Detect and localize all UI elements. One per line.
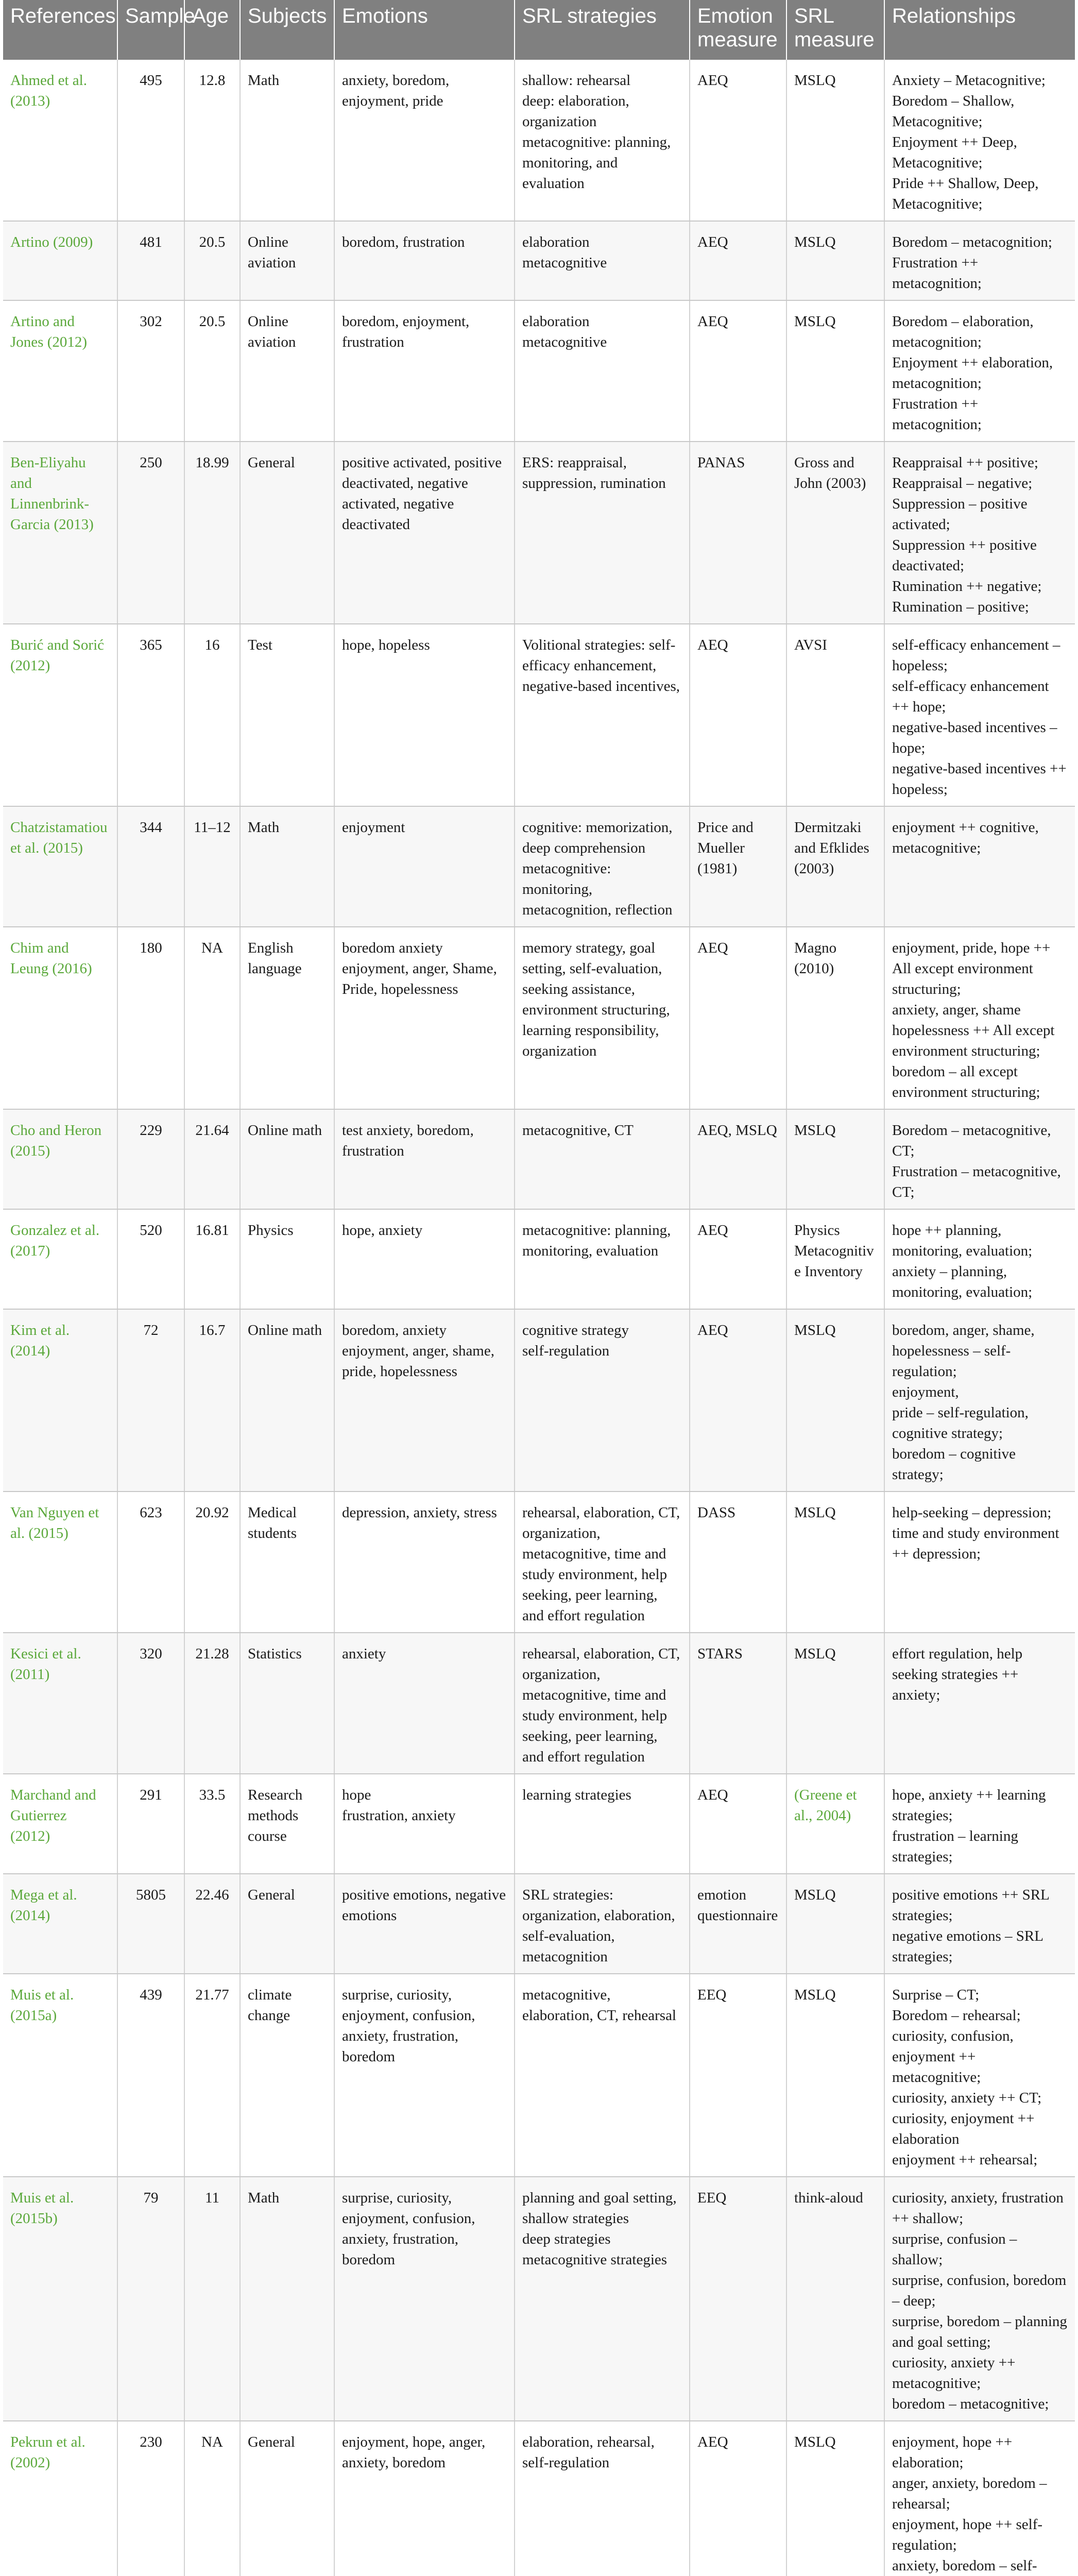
subjects-cell: Online aviation <box>240 221 334 300</box>
sample-cell: 291 <box>117 1774 184 1874</box>
relationship-item: Boredom – metacognitive, CT; <box>892 1122 1051 1159</box>
subjects-cell: climate change <box>240 1974 334 2177</box>
relationship-item: curiosity, enjoyment ++ elaboration <box>892 2110 1035 2147</box>
age-cell: 16.81 <box>184 1209 240 1309</box>
emotions-cell: positive emotions, negative emotions <box>334 1874 515 1974</box>
emotion-measure-cell: EEQ <box>690 2177 786 2421</box>
subjects-cell: Statistics <box>240 1633 334 1774</box>
relationship-item: curiosity, anxiety, frustration ++ shallow; <box>892 2190 1064 2227</box>
relationship-item: Suppression ++ positive deactivated; <box>892 537 1037 574</box>
sample-cell: 320 <box>117 1633 184 1774</box>
age-cell: 20.5 <box>184 300 240 442</box>
age-cell: 33.5 <box>184 1774 240 1874</box>
srl-strategies-cell: elaboration metacognitive <box>515 221 690 300</box>
age-cell: NA <box>184 2421 240 2576</box>
header-srl-strategies: SRL strategies <box>515 0 690 60</box>
header-emotions: Emotions <box>334 0 515 60</box>
emotion-measure-cell: AEQ <box>690 2421 786 2576</box>
srl-strategies-cell: shallow: rehearsal deep: elaboration, organization metacognitive: planning, monitoring, and evaluation <box>515 60 690 221</box>
subjects-cell: Math <box>240 60 334 221</box>
relationship-item: effort regulation, help seeking strategies ++ anxiety; <box>892 1646 1023 1703</box>
table-row <box>3 1633 1075 1774</box>
sample-cell: 230 <box>117 2421 184 2576</box>
subjects-cell: Online aviation <box>240 300 334 442</box>
emotion-measure-cell: DASS <box>690 1492 786 1633</box>
relationship-item: hope ++ planning, monitoring, evaluation; <box>892 1222 1033 1259</box>
table-row <box>3 1309 1075 1492</box>
table-row <box>3 927 1075 1109</box>
emotion-measure-cell: AEQ <box>690 1309 786 1492</box>
emotion-measure-cell: AEQ <box>690 624 786 806</box>
emotions-cell: positive activated, positive deactivated, negative activated, negative deactivated <box>334 442 515 624</box>
table-row <box>3 624 1075 806</box>
relationships-cell <box>884 1209 1075 1309</box>
relationships-cell <box>884 300 1075 442</box>
sample-cell: 439 <box>117 1974 184 2177</box>
relationships-cell <box>884 2421 1075 2576</box>
relationships-cell <box>884 1774 1075 1874</box>
emotions-cell: enjoyment <box>334 806 515 927</box>
relationship-item: self-efficacy enhancement – hopeless; <box>892 637 1060 674</box>
srl-strategies-cell: Volitional strategies: self-efficacy enhancement, negative-based incentives, <box>515 624 690 806</box>
table-row <box>3 1492 1075 1633</box>
relationship-item: hope, anxiety ++ learning strategies; <box>892 1787 1046 1824</box>
srl-measure-cell: Magno (2010) <box>786 927 884 1109</box>
emotions-cell: boredom, enjoyment, frustration <box>334 300 515 442</box>
age-cell: 20.5 <box>184 221 240 300</box>
emotions-cell: hope, anxiety <box>334 1209 515 1309</box>
age-cell: 21.77 <box>184 1974 240 2177</box>
srl-strategies-cell: rehearsal, elaboration, CT, organization, metacognitive, time and study environment, help seeking, peer learning, and effort regulation <box>515 1633 690 1774</box>
relationship-item: boredom – cognitive strategy; <box>892 1446 1016 1483</box>
srl-strategies-cell: ERS: reappraisal, suppression, rumination <box>515 442 690 624</box>
relationship-item: enjoyment ++ rehearsal; <box>892 2151 1038 2168</box>
table-row <box>3 1209 1075 1309</box>
sample-cell: 623 <box>117 1492 184 1633</box>
relationship-item: negative-based incentives ++ hopeless; <box>892 760 1067 798</box>
studies-table <box>3 0 1075 2576</box>
relationships-cell <box>884 624 1075 806</box>
emotions-cell: boredom, anxiety enjoyment, anger, shame, pride, hopelessness <box>334 1309 515 1492</box>
relationships-cell <box>884 221 1075 300</box>
emotions-cell: hope, hopeless <box>334 624 515 806</box>
table-row <box>3 1974 1075 2177</box>
emotion-measure-cell: AEQ <box>690 927 786 1109</box>
age-cell: 22.46 <box>184 1874 240 1974</box>
srl-strategies-cell: planning and goal setting, shallow strategies deep strategies metacognitive strategies <box>515 2177 690 2421</box>
reference-cell[interactable]: Muis et al. (2015b) <box>3 2177 117 2421</box>
srl-strategies-cell: cognitive strategy self-regulation <box>515 1309 690 1492</box>
relationships-cell <box>884 2177 1075 2421</box>
emotion-measure-cell: AEQ <box>690 300 786 442</box>
header-relationships: Relationships <box>884 0 1075 60</box>
relationship-item: surprise, boredom – planning and goal setting; <box>892 2313 1067 2350</box>
table-row <box>3 60 1075 221</box>
table-row <box>3 806 1075 927</box>
reference-cell[interactable]: Marchand and Gutierrez (2012) <box>3 1774 117 1874</box>
relationships-cell <box>884 927 1075 1109</box>
srl-measure-cell: think-aloud <box>786 2177 884 2421</box>
srl-strategies-cell: elaboration metacognitive <box>515 300 690 442</box>
srl-measure-cell: MSLQ <box>786 300 884 442</box>
relationship-item: self-efficacy enhancement ++ hope; <box>892 678 1049 715</box>
srl-strategies-cell: metacognitive, CT <box>515 1109 690 1209</box>
relationships-cell <box>884 1309 1075 1492</box>
srl-strategies-cell: metacognitive: planning, monitoring, evaluation <box>515 1209 690 1309</box>
relationship-item: Pride ++ Shallow, Deep, Metacognitive; <box>892 175 1039 212</box>
emotion-measure-cell: PANAS <box>690 442 786 624</box>
age-cell: 16.7 <box>184 1309 240 1492</box>
relationship-item: Suppression – positive activated; <box>892 496 1028 533</box>
relationship-item: negative emotions – SRL strategies; <box>892 1928 1043 1965</box>
age-cell: 21.28 <box>184 1633 240 1774</box>
relationship-item: Boredom – metacognition; <box>892 234 1052 250</box>
sample-cell: 520 <box>117 1209 184 1309</box>
emotion-measure-cell: EEQ <box>690 1974 786 2177</box>
reference-cell[interactable]: Muis et al. (2015a) <box>3 1974 117 2177</box>
reference-cell[interactable]: Gonzalez et al. (2017) <box>3 1209 117 1309</box>
relationship-item: Frustration ++ metacognition; <box>892 255 982 292</box>
relationship-item: Boredom – rehearsal; <box>892 2007 1021 2024</box>
relationship-item: anxiety – planning, monitoring, evaluation; <box>892 1263 1033 1300</box>
reference-cell[interactable]: Artino and Jones (2012) <box>3 300 117 442</box>
emotion-measure-cell: AEQ, MSLQ <box>690 1109 786 1209</box>
relationship-item: boredom – all except environment structuring; <box>892 1063 1040 1100</box>
emotion-measure-cell: AEQ <box>690 1209 786 1309</box>
subjects-cell: General <box>240 442 334 624</box>
sample-cell: 5805 <box>117 1874 184 1974</box>
age-cell: 11–12 <box>184 806 240 927</box>
srl-strategies-cell: SRL strategies: organization, elaboration, self-evaluation, metacognition <box>515 1874 690 1974</box>
srl-strategies-cell: elaboration, rehearsal, self-regulation <box>515 2421 690 2576</box>
srl-measure-cell: MSLQ <box>786 1633 884 1774</box>
subjects-cell: Math <box>240 806 334 927</box>
header-srl-measure: SRL measure <box>786 0 884 60</box>
table-row <box>3 300 1075 442</box>
emotion-measure-cell: AEQ <box>690 221 786 300</box>
subjects-cell: Test <box>240 624 334 806</box>
relationships-cell <box>884 1492 1075 1633</box>
table-row <box>3 2421 1075 2576</box>
relationship-item: help-seeking – depression; <box>892 1504 1052 1521</box>
emotions-cell: enjoyment, hope, anger, anxiety, boredom <box>334 2421 515 2576</box>
sample-cell: 180 <box>117 927 184 1109</box>
header-subjects: Subjects <box>240 0 334 60</box>
emotions-cell: anxiety <box>334 1633 515 1774</box>
srl-strategies-cell: cognitive: memorization, deep comprehension metacognitive: monitoring, metacognition, reflection <box>515 806 690 927</box>
srl-strategies-cell: rehearsal, elaboration, CT, organization, metacognitive, time and study environment, help seeking, peer learning, and effort regulation <box>515 1492 690 1633</box>
subjects-cell: General <box>240 1874 334 1974</box>
emotions-cell: test anxiety, boredom, frustration <box>334 1109 515 1209</box>
subjects-cell: Physics <box>240 1209 334 1309</box>
relationship-item: anxiety, anger, shame hopelessness ++ All except environment structuring; <box>892 1002 1055 1059</box>
table-row <box>3 442 1075 624</box>
srl-measure-cell: (Greene et al., 2004) <box>786 1774 884 1874</box>
emotions-cell: boredom, frustration <box>334 221 515 300</box>
reference-cell[interactable]: Kim et al. (2014) <box>3 1309 117 1492</box>
relationship-item: boredom, anger, shame, hopelessness – self-regulation; <box>892 1322 1035 1380</box>
sample-cell: 302 <box>117 300 184 442</box>
reference-cell[interactable]: Chim and Leung (2016) <box>3 927 117 1109</box>
sample-cell: 250 <box>117 442 184 624</box>
relationship-item: Surprise – CT; <box>892 1987 980 2003</box>
header-row <box>3 0 1075 60</box>
srl-measure-cell: Dermitzaki and Efklides (2003) <box>786 806 884 927</box>
relationships-cell <box>884 1633 1075 1774</box>
reference-cell[interactable]: Ben-Eliyahu and Linnenbrink-Garcia (2013) <box>3 442 117 624</box>
age-cell: 18.99 <box>184 442 240 624</box>
emotions-cell: surprise, curiosity, enjoyment, confusion, anxiety, frustration, boredom <box>334 1974 515 2177</box>
srl-measure-cell: Gross and John (2003) <box>786 442 884 624</box>
relationship-item: enjoyment, <box>892 1384 959 1400</box>
reference-cell[interactable]: Cho and Heron (2015) <box>3 1109 117 1209</box>
relationship-item: surprise, confusion – shallow; <box>892 2231 1017 2268</box>
subjects-cell: Research methods course <box>240 1774 334 1874</box>
relationship-item: positive emotions ++ SRL strategies; <box>892 1887 1049 1924</box>
sample-cell: 481 <box>117 221 184 300</box>
relationship-item: curiosity, anxiety ++ CT; <box>892 2090 1042 2106</box>
relationship-item: pride – self-regulation, cognitive strategy; <box>892 1404 1029 1442</box>
relationship-item: Reappraisal ++ positive; <box>892 454 1038 471</box>
relationship-item: boredom – metacognitive; <box>892 2396 1049 2412</box>
reference-cell[interactable]: Kesici et al. (2011) <box>3 1633 117 1774</box>
header-references: References <box>3 0 117 60</box>
header-sample: Sample <box>117 0 184 60</box>
subjects-cell: Online math <box>240 1309 334 1492</box>
relationship-item: Frustration ++ metacognition; <box>892 396 982 433</box>
srl-measure-cell: AVSI <box>786 624 884 806</box>
srl-strategies-cell: metacognitive, elaboration, CT, rehearsal <box>515 1974 690 2177</box>
header-age: Age <box>184 0 240 60</box>
sample-cell: 229 <box>117 1109 184 1209</box>
relationship-item: Enjoyment ++ Deep, Metacognitive; <box>892 134 1017 171</box>
srl-strategies-cell: learning strategies <box>515 1774 690 1874</box>
age-cell: NA <box>184 927 240 1109</box>
header-emotion-measure: Emotion measure <box>690 0 786 60</box>
relationships-cell <box>884 60 1075 221</box>
emotion-measure-cell: emotion questionnaire <box>690 1874 786 1974</box>
emotions-cell: depression, anxiety, stress <box>334 1492 515 1633</box>
emotion-measure-cell: STARS <box>690 1633 786 1774</box>
reference-cell[interactable]: Mega et al. (2014) <box>3 1874 117 1974</box>
sample-cell: 365 <box>117 624 184 806</box>
relationships-cell <box>884 806 1075 927</box>
relationship-item: enjoyment, hope ++ elaboration; <box>892 2434 1013 2471</box>
relationships-cell <box>884 1109 1075 1209</box>
age-cell: 16 <box>184 624 240 806</box>
subjects-cell: Math <box>240 2177 334 2421</box>
age-cell: 11 <box>184 2177 240 2421</box>
sample-cell: 495 <box>117 60 184 221</box>
relationship-item: negative-based incentives – hope; <box>892 719 1057 756</box>
relationship-item: Anxiety – Metacognitive; <box>892 72 1046 89</box>
sample-cell: 344 <box>117 806 184 927</box>
age-cell: 12.8 <box>184 60 240 221</box>
relationship-item: Boredom – Shallow, Metacognitive; <box>892 93 1015 130</box>
srl-measure-cell: MSLQ <box>786 1874 884 1974</box>
relationship-item: enjoyment, pride, hope ++ All except environment structuring; <box>892 940 1051 997</box>
srl-measure-cell: MSLQ <box>786 1309 884 1492</box>
srl-strategies-cell: memory strategy, goal setting, self-evaluation, seeking assistance, environment structuring, learning responsibility, organization <box>515 927 690 1109</box>
relationship-item: time and study environment ++ depression; <box>892 1525 1059 1562</box>
srl-measure-cell: MSLQ <box>786 1974 884 2177</box>
table-row <box>3 1774 1075 1874</box>
srl-measure-cell: MSLQ <box>786 2421 884 2576</box>
emotions-cell: anxiety, boredom, enjoyment, pride <box>334 60 515 221</box>
relationship-item: anxiety, boredom – self- <box>892 2557 1037 2574</box>
subjects-cell: English language <box>240 927 334 1109</box>
relationship-item: Frustration – metacognitive, CT; <box>892 1163 1061 1200</box>
emotions-cell: hope frustration, anxiety <box>334 1774 515 1874</box>
subjects-cell: General <box>240 2421 334 2576</box>
relationship-item: frustration – learning strategies; <box>892 1828 1018 1865</box>
relationship-item: Enjoyment ++ elaboration, metacognition; <box>892 354 1053 392</box>
relationships-cell <box>884 1874 1075 1974</box>
emotion-measure-cell: AEQ <box>690 60 786 221</box>
srl-measure-cell: Physics Metacognitive Inventory <box>786 1209 884 1309</box>
reference-cell[interactable]: Artino (2009) <box>3 221 117 300</box>
relationship-item: Rumination ++ negative; <box>892 578 1042 595</box>
relationship-item: curiosity, anxiety ++ metacognitive; <box>892 2354 1016 2392</box>
relationship-item: enjoyment ++ cognitive, metacognitive; <box>892 819 1039 856</box>
emotion-measure-cell: AEQ <box>690 1774 786 1874</box>
table-row <box>3 1109 1075 1209</box>
reference-cell[interactable]: Pekrun et al. (2002) <box>3 2421 117 2576</box>
age-cell: 20.92 <box>184 1492 240 1633</box>
emotions-cell: boredom anxiety enjoyment, anger, Shame, Pride, hopelessness <box>334 927 515 1109</box>
sample-cell: 72 <box>117 1309 184 1492</box>
sample-cell: 79 <box>117 2177 184 2421</box>
emotions-cell: surprise, curiosity, enjoyment, confusion, anxiety, frustration, boredom <box>334 2177 515 2421</box>
subjects-cell: Online math <box>240 1109 334 1209</box>
relationship-item: curiosity, confusion, enjoyment ++ metacognitive; <box>892 2028 1014 2086</box>
table-row <box>3 221 1075 300</box>
relationships-cell <box>884 1974 1075 2177</box>
relationship-item: Reappraisal – negative; <box>892 475 1033 492</box>
relationship-item: anger, anxiety, boredom – rehearsal; <box>892 2475 1047 2512</box>
reference-cell[interactable]: Chatzistamatiou et al. (2015) <box>3 806 117 927</box>
subjects-cell: Medical students <box>240 1492 334 1633</box>
srl-measure-cell: MSLQ <box>786 1109 884 1209</box>
reference-cell[interactable]: Burić and Sorić (2012) <box>3 624 117 806</box>
relationship-item: Rumination – positive; <box>892 599 1029 615</box>
relationships-cell <box>884 442 1075 624</box>
reference-cell[interactable]: Van Nguyen et al. (2015) <box>3 1492 117 1633</box>
reference-cell[interactable]: Ahmed et al. (2013) <box>3 60 117 221</box>
srl-measure-cell: MSLQ <box>786 221 884 300</box>
table-row <box>3 2177 1075 2421</box>
srl-measure-cell: MSLQ <box>786 60 884 221</box>
age-cell: 21.64 <box>184 1109 240 1209</box>
relationship-item: surprise, confusion, boredom – deep; <box>892 2272 1067 2309</box>
table-row <box>3 1874 1075 1974</box>
relationship-item: Boredom – elaboration, metacognition; <box>892 313 1034 350</box>
srl-measure-cell: MSLQ <box>786 1492 884 1633</box>
table-body <box>3 60 1075 2576</box>
emotion-measure-cell: Price and Mueller (1981) <box>690 806 786 927</box>
relationship-item: enjoyment, hope ++ self-regulation; <box>892 2516 1043 2553</box>
